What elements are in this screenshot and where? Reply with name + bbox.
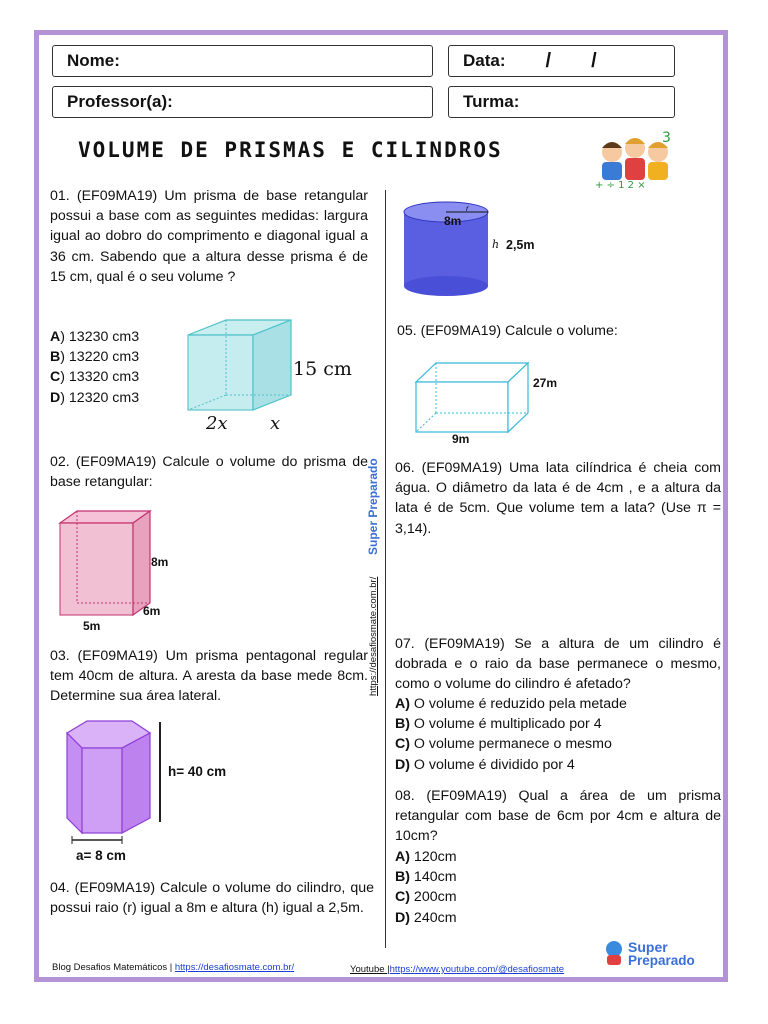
q7-option-a[interactable]: A) O volume é reduzido pela metade: [395, 696, 627, 712]
date-slash-2: /: [591, 49, 597, 72]
question-3: 03. (EF09MA19) Um prisma pentagonal regular tem 40cm de altura. A aresta da base mede 8cm. Determine sua área lateral.: [50, 648, 368, 705]
q8-option-c[interactable]: C) 200cm: [395, 889, 457, 906]
date-label: Data:: [463, 51, 506, 70]
question-5: 05. (EF09MA19) Calcule o volume:: [397, 323, 618, 339]
q5-prism-figure: [413, 360, 531, 435]
question-4: 04. (EF09MA19) Calcule o volume do cilindro, que possui raio (r) igual a 8m e altura (h) igual a 2,5m.: [50, 880, 374, 917]
footer-blog-label: Blog Desafios Matemáticos |: [52, 962, 175, 973]
q4-radius-label: 8m: [444, 214, 462, 228]
date-slash-1: /: [545, 49, 552, 72]
q3-height-marker: [159, 722, 161, 822]
question-6: 06. (EF09MA19) Uma lata cilíndrica é cheia com água. O diâmetro da lata é de 4cm , e a altura da lata é de 5cm. Que volume tem a lata? (Use π = 3,14).: [395, 460, 721, 537]
date-field[interactable]: [448, 45, 675, 77]
q1-option-d[interactable]: D) 12320 cm3: [50, 389, 140, 406]
turma-field[interactable]: [448, 86, 675, 118]
svg-text:+ ÷ 1 2 ×: + ÷ 1 2 ×: [595, 180, 646, 190]
q8-option-b[interactable]: B) 140cm: [395, 869, 457, 886]
footer-youtube-link[interactable]: https://www.youtube.com/@desafiosmate: [389, 964, 565, 975]
q1-height-label: 15 cm: [293, 358, 352, 380]
q1-option-a[interactable]: A) 13230 cm3: [50, 329, 140, 345]
logo-mascot-icon: [603, 940, 623, 964]
question-1: 01. (EF09MA19) Um prisma de base retangular possui a base com as seguintes medidas: largura igual ao dobro do comprimento e diagonal igual a 36 cm. Sabendo que a altura desse prisma é de 15 cm, qual é o seu volume ?: [50, 188, 368, 285]
q1-depth-label: x: [270, 413, 281, 434]
q2-depth-label: 6m: [143, 604, 161, 618]
q7-option-d[interactable]: D) O volume é dividido por 4: [395, 756, 575, 773]
question-7-options: [395, 694, 627, 775]
professor-label: Professor(a):: [67, 92, 173, 111]
footer-youtube: [350, 964, 564, 975]
q4-height-label: 2,5m: [506, 238, 535, 252]
q1-option-b[interactable]: B) 13220 cm3: [50, 349, 140, 366]
q7-option-b[interactable]: B) O volume é multiplicado por 4: [395, 716, 602, 733]
q8-option-d[interactable]: D) 240cm: [395, 909, 457, 926]
q3-edge-label: a= 8 cm: [76, 848, 126, 863]
svg-text:3: 3: [662, 130, 671, 146]
brand-logo: Super Preparado: [628, 939, 695, 968]
question-8: 08. (EF09MA19) Qual a área de um prisma retangular com base de 6cm por 4cm e altura de 10cm?: [395, 788, 721, 845]
kids-illustration: [590, 130, 680, 190]
q5-width-label: 9m: [452, 432, 470, 446]
question-7: 07. (EF09MA19) Se a altura de um cilindro é dobrada e o raio da base permanece o mesmo, como o volume do cilindro é afetado?: [395, 636, 721, 693]
q7-option-c[interactable]: C) O volume permanece o mesmo: [395, 736, 612, 753]
column-divider: [385, 190, 386, 948]
q1-width-label: 2x: [206, 413, 228, 434]
page-title: VOLUME DE PRISMAS E CILINDROS: [78, 138, 503, 162]
q5-height-label: 27m: [533, 376, 558, 390]
side-url-link[interactable]: https://desafiosmate.com.br/: [368, 576, 379, 696]
footer-youtube-label: Youtube: [350, 964, 388, 975]
footer-youtube-separator: |: [387, 964, 390, 975]
q1-prism-figure: [183, 315, 298, 415]
turma-label: Turma:: [463, 92, 520, 111]
side-logo: Super Preparado: [366, 458, 380, 555]
q4-radius-symbol: r: [466, 204, 469, 213]
question-2: 02. (EF09MA19) Calcule o volume do prisma de base retangular:: [50, 454, 368, 491]
name-label: Nome:: [67, 51, 120, 70]
q4-height-symbol: h: [492, 238, 500, 251]
q2-prism-figure: [55, 508, 155, 620]
q2-width-label: 5m: [83, 619, 101, 633]
question-1-options: [50, 327, 139, 408]
q1-option-c[interactable]: C) 13320 cm3: [50, 369, 140, 386]
q2-height-label: 8m: [151, 555, 169, 569]
q8-option-a[interactable]: A) 120cm: [395, 849, 457, 865]
question-8-options: [395, 847, 457, 928]
q3-pentagonal-prism-figure: [62, 718, 157, 848]
name-field[interactable]: [52, 45, 433, 77]
footer-blog: [52, 962, 294, 973]
q4-cylinder-figure: [400, 198, 495, 298]
footer-blog-link[interactable]: https://desafiosmate.com.br/: [174, 962, 295, 973]
q3-height-label: h= 40 cm: [168, 764, 227, 779]
professor-field[interactable]: [52, 86, 433, 118]
